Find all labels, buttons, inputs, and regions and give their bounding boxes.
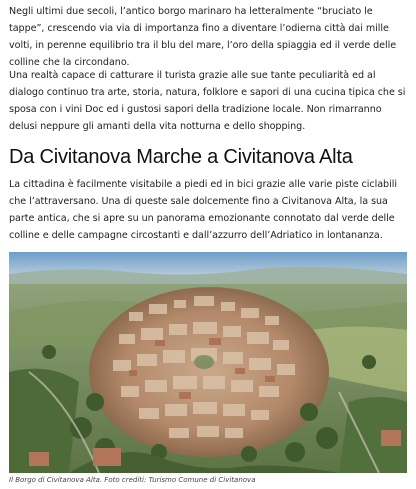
- photo-caption: Il Borgo di Civitanova Alta. Foto crediti: Turismo Comune di Civitanova: [9, 476, 256, 484]
- intro-paragraph-2: Una realtà capace di catturare il turista grazie alle sue tante peculiarità ed al dialogo continuo tra arte, storia, natura, folklore e sapori di una cucina tipica che si sposa con i vini Doc ed i gustosi sapori della tradizione locale. Non rimarranno delusi neppure gli amanti della vita notturna e dello shopping.: [9, 70, 406, 132]
- section-heading: Da Civitanova Marche a Civitanova Alta: [9, 146, 353, 168]
- intro-paragraph-1: Negli ultimi due secoli, l’antico borgo marinaro ha letteralmente “bruciato le tappe”, crescendo via via di importanza fino a diventare l’odierna città dai mille volti, in perenne equilibrio tra il blu del mare, l’oro della spiaggia ed il verde delle colline che la circondano.: [9, 6, 397, 68]
- section-paragraph: La cittadina è facilmente visitabile a piedi ed in bici grazie alle varie piste ciclabili che l’attraversano. Una di queste sale dolcemente fino a Civitanova Alta, la sua parte antica, che si apre su un panorama emozionante connotato dal verde delle colline e delle campagne circostanti e dall’azzurro dell’Adriatico in lontananza.: [9, 179, 397, 241]
- aerial-town-photo: [9, 252, 407, 473]
- aerial-town-illustration: [9, 252, 407, 473]
